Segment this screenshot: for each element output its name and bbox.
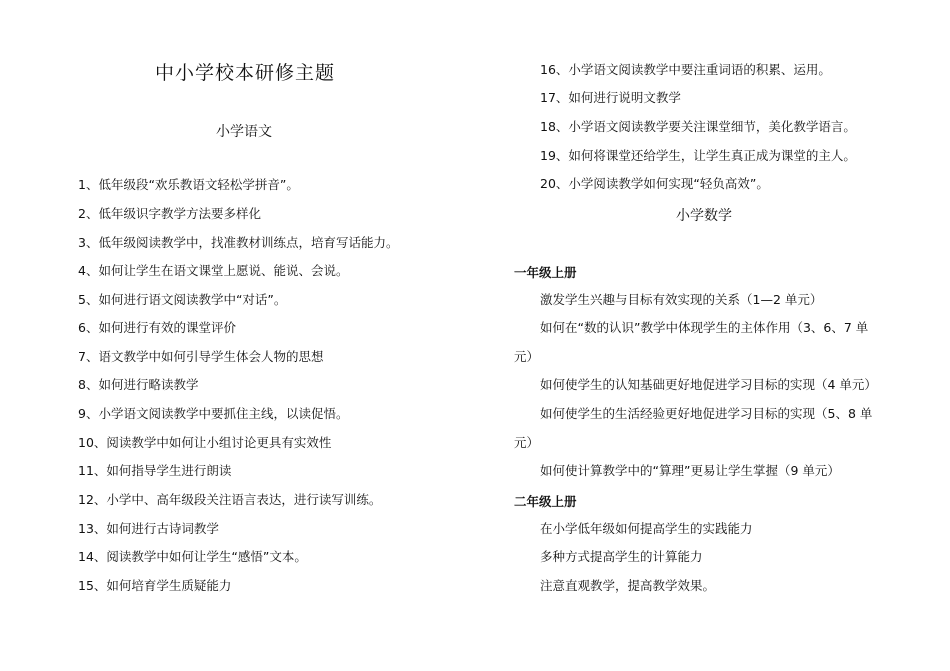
chinese-topic-17: 17、如何进行说明文教学 (540, 90, 681, 105)
chinese-topic-10: 10、阅读教学中如何让小组讨论更具有实效性 (78, 435, 332, 450)
chinese-topic-14: 14、阅读教学中如何让学生“感悟”文本。 (78, 549, 307, 564)
grade1-topic-3: 如何使学生的认知基础更好地促进学习目标的实现（4 单元） (540, 377, 877, 392)
grade1-heading: 一年级上册 (514, 265, 577, 280)
document-title: 中小学校本研修主题 (155, 62, 336, 84)
chinese-topic-8: 8、如何进行略读教学 (78, 377, 199, 392)
grade1-topic-4: 如何使学生的生活经验更好地促进学习目标的实现（5、8 单 (540, 406, 873, 421)
chinese-topic-6: 6、如何进行有效的课堂评价 (78, 320, 236, 335)
chinese-topic-9: 9、小学语文阅读教学中要抓住主线，以读促悟。 (78, 406, 349, 421)
math-section-heading: 小学数学 (676, 208, 732, 224)
grade1-topic-2: 如何在“数的认识”教学中体现学生的主体作用（3、6、7 单 (540, 320, 869, 335)
grade1-topic-2-cont: 元） (514, 349, 540, 364)
chinese-topic-3: 3、低年级阅读教学中，找准教材训练点，培育写话能力。 (78, 235, 399, 250)
chinese-topic-15: 15、如何培育学生质疑能力 (78, 578, 232, 593)
chinese-topic-11: 11、如何指导学生进行朗读 (78, 463, 232, 478)
chinese-topic-4: 4、如何让学生在语文课堂上愿说、能说、会说。 (78, 263, 349, 278)
chinese-topic-2: 2、低年级识字教学方法要多样化 (78, 206, 261, 221)
chinese-topic-20: 20、小学阅读教学如何实现“轻负高效”。 (540, 176, 769, 191)
chinese-topic-18: 18、小学语文阅读教学要关注课堂细节，美化教学语言。 (540, 119, 856, 134)
chinese-topic-5: 5、如何进行语文阅读教学中“对话”。 (78, 292, 287, 307)
grade1-topic-1: 激发学生兴趣与目标有效实现的关系（1—2 单元） (540, 292, 823, 307)
grade2-topic-2: 多种方式提高学生的计算能力 (540, 549, 703, 564)
chinese-topic-7: 7、语文教学中如何引导学生体会人物的思想 (78, 349, 324, 364)
chinese-topic-13: 13、如何进行古诗词教学 (78, 521, 219, 536)
chinese-topic-19: 19、如何将课堂还给学生，让学生真正成为课堂的主人。 (540, 148, 856, 163)
chinese-topic-16: 16、小学语文阅读教学中要注重词语的积累、运用。 (540, 62, 831, 77)
grade2-topic-3: 注意直观教学，提高教学效果。 (540, 578, 716, 593)
grade2-topic-1: 在小学低年级如何提高学生的实践能力 (540, 521, 753, 536)
grade1-topic-5: 如何使计算教学中的“算理”更易让学生掌握（9 单元） (540, 463, 840, 478)
chinese-topic-1: 1、低年级段“欢乐教语文轻松学拼音”。 (78, 177, 299, 192)
chinese-topic-12: 12、小学中、高年级段关注语言表达，进行读写训练。 (78, 492, 382, 507)
grade2-heading: 二年级上册 (514, 494, 577, 509)
grade1-topic-4-cont: 元） (514, 435, 540, 450)
chinese-section-heading: 小学语文 (216, 124, 272, 140)
